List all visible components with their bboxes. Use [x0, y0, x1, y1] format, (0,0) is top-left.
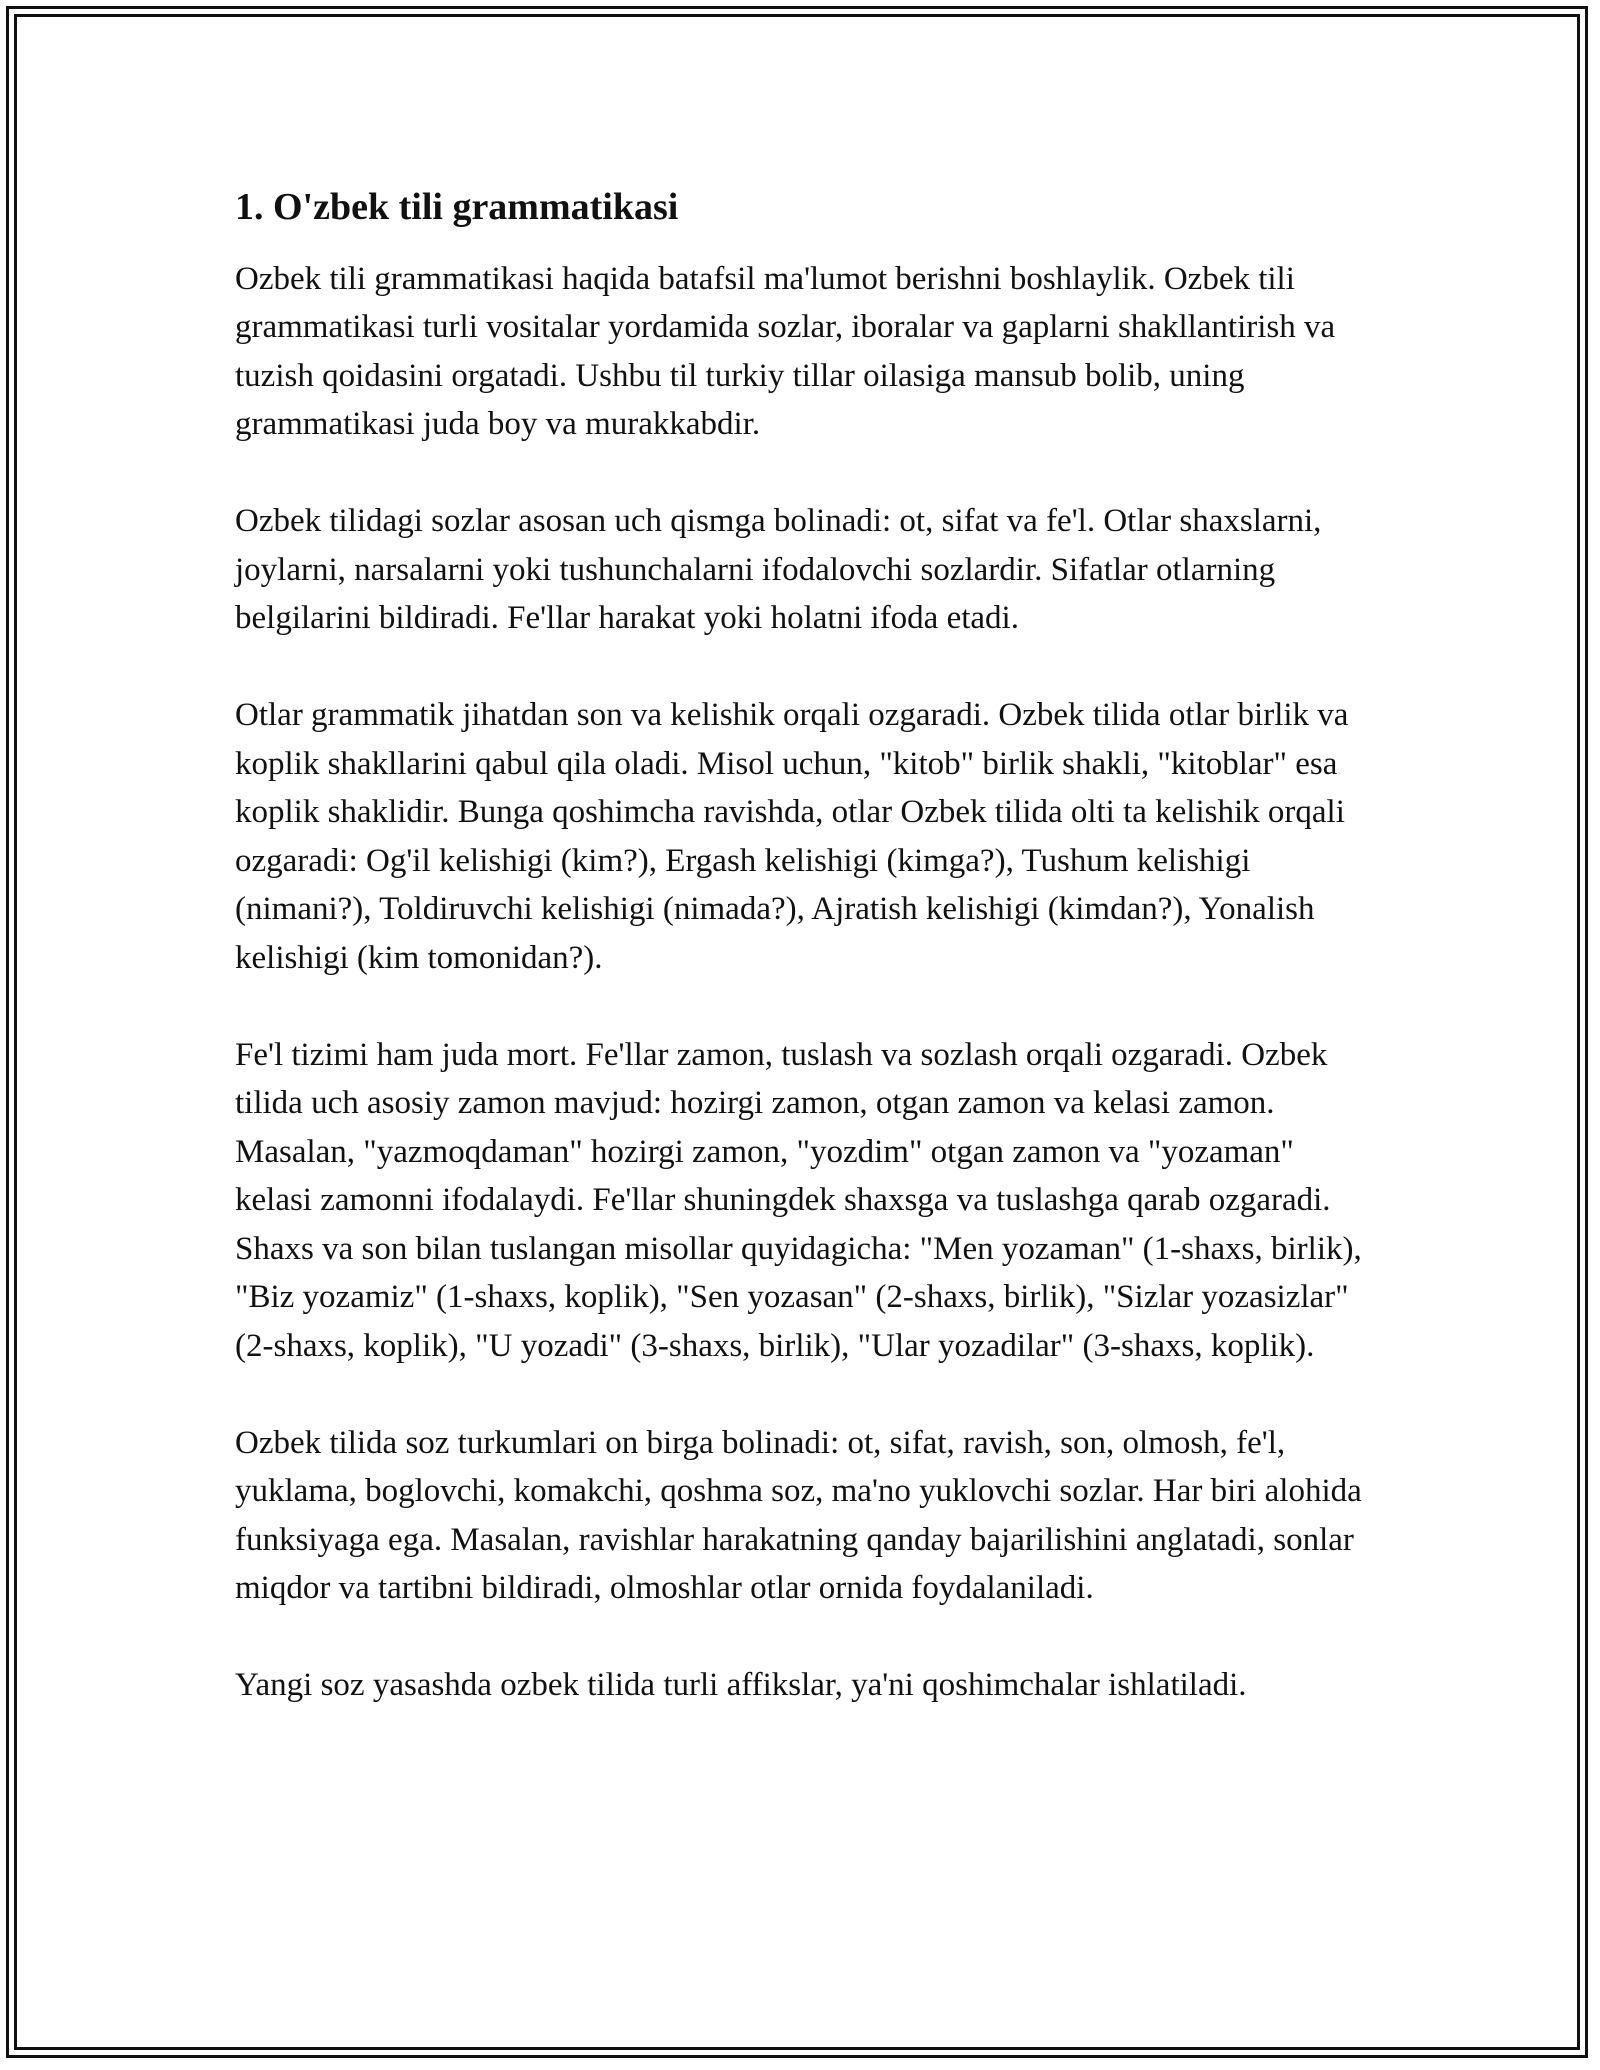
paragraph-verbs: Fe'l tizimi ham juda mort. Fe'llar zamon, tuslash va sozlash orqali ozgaradi. Ozbek tilida uch asosiy zamon mavjud: hozirgi zamon, otgan zamon va kelasi zamon. Masalan, "yazmoqdaman" hozirgi zamon, "yozdim" otgan zamon va "yozaman" kelasi zamonni ifodalaydi. Fe'llar shuningdek shaxsga va tuslashga qarab ozgaradi. Shaxs va son bilan tuslangan misollar quyidagicha: "Men yozaman" (1-shaxs, birlik), "Biz yozamiz" (1-shaxs, koplik), "Sen yozasan" (2-shaxs, birlik), "Sizlar yozasizlar" (2-shaxs, koplik), "U yozadi" (3-shaxs, birlik), "Ular yozadilar" (3-shaxs, koplik). — [235, 1036, 1362, 1364]
paragraph-intro: Ozbek tili grammatikasi haqida batafsil ma'lumot berishni boshlaylik. Ozbek tili grammatikasi turli vositalar yordamida sozlar, iboralar va gaplarni shakllantirish va tuzish qoidasini orgatadi. Ushbu til turkiy tillar oilasiga mansub bolib, uning grammatikasi juda boy va murakkabdir. — [235, 260, 1336, 443]
page-title: 1. O'zbek tili grammatikasi — [235, 186, 679, 228]
paragraph-affixes: Yangi soz yasashda ozbek tilida turli affikslar, ya'ni qoshimchalar ishlatiladi. — [235, 1667, 1247, 1704]
paragraph-word-classes: Ozbek tilidagi sozlar asosan uch qismga bolinadi: ot, sifat va fe'l. Otlar shaxslarni, joylarni, narsalarni yoki tushunchalarni ifodalovchi sozlardir. Sifatlar otlarning belgilarini bildiradi. Fe'llar harakat yoki holatni ifoda etadi. — [235, 503, 1322, 637]
paragraph-nouns: Otlar grammatik jihatdan son va kelishik orqali ozgaradi. Ozbek tilida otlar birlik va koplik shakllarini qabul qila oladi. Misol uchun, "kitob" birlik shakli, "kitoblar" esa koplik shaklidir. Bunga qoshimcha ravishda, otlar Ozbek tilida olti ta kelishik orqali ozgaradi: Og'il kelishigi (kim?), Ergash kelishigi (kimga?), Tushum kelishigi (nimani?), Toldiruvchi kelishigi (nimada?), Ajratish kelishigi (kimdan?), Yonalish kelishigi (kim tomonidan?). — [235, 697, 1349, 976]
document-body — [235, 185, 1375, 1758]
paragraph-parts-of-speech: Ozbek tilida soz turkumlari on birga bolinadi: ot, sifat, ravish, son, olmosh, fe'l, yuklama, boglovchi, komakchi, qoshma soz, ma'no yuklovchi sozlar. Har biri alohida funksiyaga ega. Masalan, ravishlar harakatning qanday bajarilishini anglatadi, sonlar miqdor va tartibni bildiradi, olmoshlar otlar ornida foydalaniladi. — [235, 1424, 1362, 1607]
